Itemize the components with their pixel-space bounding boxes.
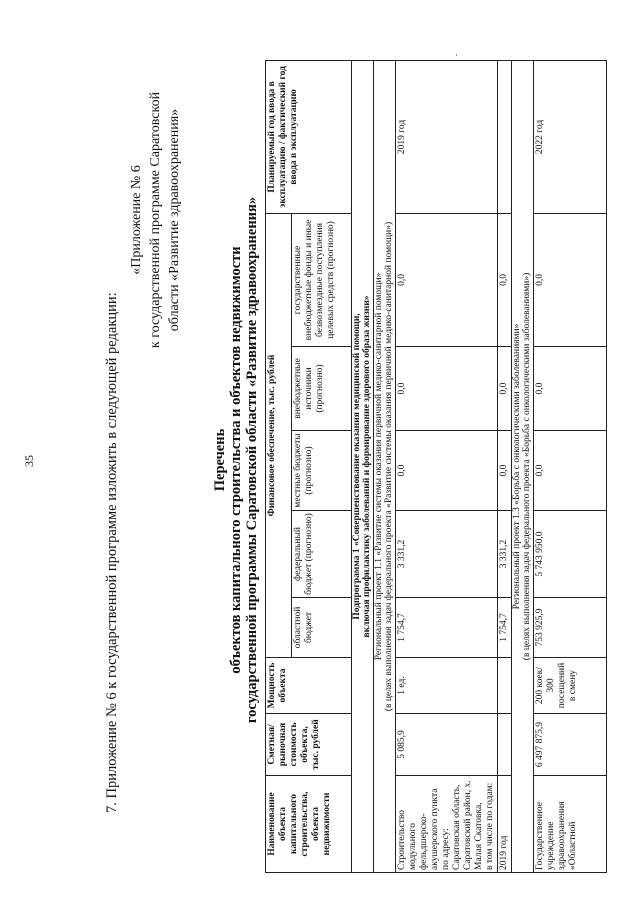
table-row: [534, 60, 607, 872]
subprogram-1-line-2: включая профилактику заболеваний и формирование здорового образа жизни»: [362, 295, 372, 638]
header-extrabudget: внебюджетные источники (прогнозно): [292, 347, 352, 431]
title-line-1: Перечень: [212, 428, 228, 492]
row1-year-extrabudget: 0,0: [498, 347, 512, 431]
project-row: [512, 60, 534, 872]
row2-extrabudget: 0,0: [534, 347, 607, 431]
title-line-3: государственной программы Саратовской области «Развитие здравоохранения»: [244, 196, 260, 724]
header-name: Наименование объекта капитального строительства, объекта недвижимости: [266, 776, 352, 873]
row1-federal: 3 331,2: [396, 511, 498, 598]
title-line-2: объектов капитального строительства и объектов недвижимости: [228, 246, 244, 674]
row1-name: [396, 776, 498, 873]
row2-state-funds: 0,0: [534, 213, 607, 346]
header-row-1: [266, 60, 292, 872]
header-federal: федеральный бюджет (прогнозно): [292, 511, 352, 598]
row1-year-federal: 3 331,2: [498, 511, 512, 598]
header-year: Планируемый год ввода в эксплуатацию / фактический год ввода в эксплуатацию: [266, 60, 352, 213]
project-row: [374, 60, 396, 872]
row1-year-local: 0,0: [498, 431, 512, 511]
appendix-line-3: области «Развитие здравоохранения»: [167, 108, 182, 332]
row1-local: 0,0: [396, 431, 498, 511]
row2-regional: 753 925,9: [534, 598, 607, 658]
row1-year-year: [498, 60, 512, 213]
scan-dot: [456, 54, 457, 56]
row2-federal: 5 743 950,0: [534, 511, 607, 598]
objects-table: [265, 60, 607, 873]
header-cost: Сметная/ рыночная стоимость объекта, тыс. рублей: [266, 714, 352, 776]
appendix-line-1: «Приложение № 6: [129, 165, 144, 275]
document-title: [212, 135, 260, 785]
page-number: 35: [22, 455, 36, 467]
row1-year-capacity: [498, 658, 512, 714]
row1-regional: 1 754,7: [396, 598, 498, 658]
header-state-funds: государственные внебюджетные фонды и иные безвозмездные поступления целевых средств (прогнозно): [292, 213, 352, 346]
header-regional: областной бюджет: [292, 598, 352, 658]
row2-capacity: 200 коек/ 300 посещений в смену: [534, 658, 607, 714]
row2-cost: 6 497 875,9: [534, 714, 607, 776]
project-1-3: [512, 60, 534, 872]
row2-year: 2022 год: [534, 60, 607, 213]
table-row: [396, 60, 498, 872]
row1-year-state-funds: 0,0: [498, 213, 512, 346]
row1-name-text: Строительство модульного фельдшерско-акушерского пункта по адресу: Саратовская область, Саратовский район, х. Малая Скатовка,: [397, 780, 484, 870]
subprogram-1: [352, 60, 374, 872]
table-row: [498, 60, 512, 872]
project-1-1: [374, 60, 396, 872]
row1-year-regional: 1 754,7: [498, 598, 512, 658]
subprogram-1-line-1: Подпрограмма 1 «Совершенствование оказания медицинской помощи,: [352, 313, 362, 620]
project-1-3-goal: (в целях выполнения задач федерального проекта «Борьба с онкологическими заболеваниями»): [522, 272, 532, 661]
row1-year-label: 2019 год: [498, 776, 512, 873]
subprogram-row: [352, 60, 374, 872]
header-local: местные бюджеты (прогнозно): [292, 431, 352, 511]
row1-capacity: 1 ед.: [396, 658, 498, 714]
appendix-line-2: к государственной программе Саратовской: [148, 91, 163, 349]
appendix-heading: [127, 40, 184, 400]
project-1-1-goal: (в целях выполнения задач федерального проекта «Развитие системы оказания первичной медико-санитарной помощи»): [384, 221, 394, 712]
row1-name-sub: в том числе по годам:: [485, 782, 495, 870]
row1-state-funds: 0,0: [396, 213, 498, 346]
row1-extrabudget: 0,0: [396, 347, 498, 431]
row2-name: Государственное учреждение здравоохранения «Областной: [534, 776, 607, 873]
row1-year-cost: [498, 714, 512, 776]
project-1-1-title: Региональный проект 1.1 «Развитие системы оказания первичной медико-санитарной помощи»: [374, 272, 384, 661]
row1-year: 2019 год: [396, 60, 498, 213]
header-capacity: Мощность объекта: [266, 658, 352, 714]
header-financing: Финансовое обеспечение, тыс. рублей: [266, 213, 292, 657]
row1-cost: 5 085,9: [396, 714, 498, 776]
row2-local: 0,0: [534, 431, 607, 511]
intro-paragraph: 7. Приложение № 6 к государственной программе изложить в следующей редакции:: [104, 292, 120, 813]
project-1-3-title: Региональный проект 1.3 «Борьба с онкологическими заболеваниями»: [512, 323, 522, 610]
